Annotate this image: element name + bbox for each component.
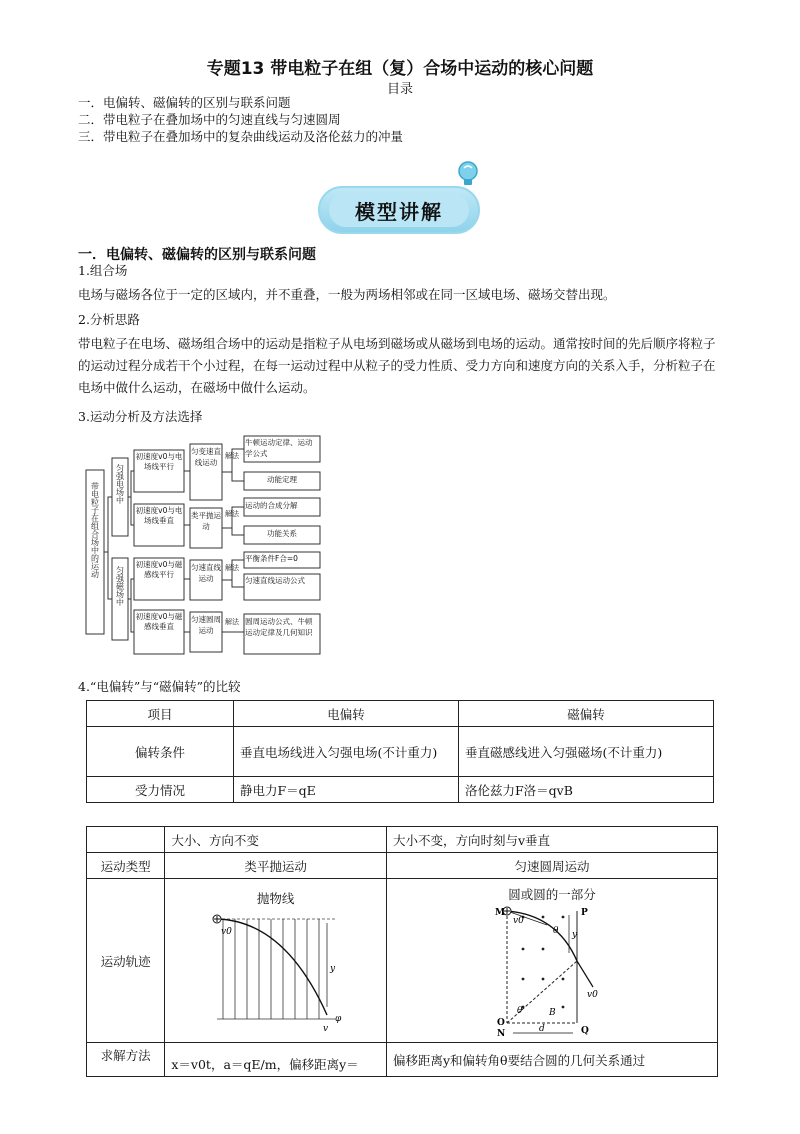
doc-title: 专题13 带电粒子在组（复）合场中运动的核心问题 [206, 59, 594, 79]
label-P: P [581, 908, 588, 918]
table-cell: 垂直电场线进入匀强电场(不计重力) [234, 727, 459, 777]
table-cell: x＝v0t，a＝qE/m，偏移距离y＝ [165, 1043, 387, 1077]
table-cell: 类平抛运动 [165, 853, 387, 879]
table-row-label: 偏转条件 [87, 727, 234, 777]
label-M: M [495, 908, 505, 918]
label-v0: v0 [587, 990, 598, 1000]
flow-motion-3: 匀速直线运动 [191, 563, 221, 583]
label-O: O [497, 1018, 505, 1028]
sub-heading: 2.分析思路 [78, 312, 140, 327]
table-cell [87, 827, 165, 853]
flow-solve-label: 解法 [225, 452, 239, 460]
label-v0: v0 [221, 927, 233, 937]
flow-result-4: 圆周运动公式、牛顿运动定律及几何知识 [245, 617, 313, 637]
label-B: B [549, 1008, 556, 1018]
table-header: 磁偏转 [459, 701, 714, 727]
label-y: y [330, 964, 336, 974]
toc-heading: 目录 [386, 82, 413, 97]
flow-cond-1: 初速度v0与电场线平行 [135, 452, 183, 471]
table-row-label: 求解方法 [87, 1043, 165, 1077]
section-banner [318, 186, 480, 234]
compare-table-1 [86, 700, 714, 803]
banner-label: 模型讲解 [329, 193, 469, 227]
table-cell: 垂直磁感线进入匀强磁场(不计重力) [459, 727, 714, 777]
flow-result-1a: 牛顿运动定律、运动学公式 [245, 438, 313, 458]
toc-item[interactable]: 三．带电粒子在叠加场中的复杂曲线运动及洛伦兹力的冲量 [78, 129, 404, 144]
table-cell: 偏移距离y和偏转角θ要结合圆的几何关系通过 [387, 1043, 718, 1077]
flow-motion-1: 匀变速直线运动 [191, 447, 221, 467]
trajectory-caption: 抛物线 [256, 891, 295, 906]
flow-efield: 匀强电场中 [115, 464, 125, 504]
label-theta: θ [553, 926, 559, 936]
flow-cond-2: 初速度v0与电场线垂直 [135, 506, 183, 525]
label-N: N [497, 1029, 506, 1039]
table-header: 项目 [87, 701, 234, 727]
compare-table-2 [86, 826, 718, 1077]
table-cell: 静电力F＝qE [234, 777, 459, 803]
flow-solve-label: 解法 [225, 618, 239, 626]
table-row-label: 运动类型 [87, 853, 165, 879]
trajectory-caption: 圆或圆的一部分 [508, 887, 596, 902]
label-Q: Q [581, 1026, 589, 1036]
table-cell: 匀速圆周运动 [387, 853, 718, 879]
flow-root: 带电粒子在组合场中的运动 [90, 482, 100, 578]
flow-result-3b: 匀速直线运动公式 [245, 576, 305, 585]
sub-heading: 1.组合场 [78, 263, 128, 278]
paragraph: 带电粒子在电场、磁场组合场中的运动是指粒子从电场到磁场或从磁场到电场的运动。通常按时间的先后顺序将粒子的运动过程分成若干个小过程，在每一运动过程中从粒子的受力性质、受力方向和速度方向的关系入手，分析粒子在电场中做什么运动，在磁场中做什么运动。 [78, 336, 716, 395]
parabola-diagram [165, 907, 377, 1035]
sub-heading: 4.“电偏转”与“磁偏转”的比较 [78, 679, 241, 694]
table-cell: 大小、方向不变 [165, 827, 387, 853]
method-flowchart [84, 428, 324, 668]
toc-item[interactable]: 一．电偏转、磁偏转的区别与联系问题 [78, 95, 291, 110]
circle-arc-diagram [387, 903, 717, 1039]
label-d: d [539, 1024, 545, 1034]
sub-heading: 3.运动分析及方法选择 [78, 409, 203, 424]
flow-solve-label: 解法 [225, 510, 239, 518]
flow-result-2a: 运动的合成分解 [245, 501, 298, 510]
flow-cond-3: 初速度v0与磁感线平行 [135, 560, 183, 579]
section-heading: 一．电偏转、磁偏转的区别与联系问题 [78, 247, 316, 263]
label-v0: v0 [513, 916, 524, 926]
label-v: v [323, 1024, 329, 1034]
table-row-label: 运动轨迹 [87, 879, 165, 1043]
toc [78, 94, 403, 145]
trajectory-cell-magnetic [387, 879, 718, 1043]
flow-result-2b: 功能关系 [267, 529, 297, 538]
table-cell: 大小不变，方向时刻与v垂直 [387, 827, 718, 853]
flow-motion-4: 匀速圆周运动 [191, 615, 221, 635]
flow-bfield: 匀强磁场中 [115, 566, 125, 606]
paragraph: 电场与磁场各位于一定的区域内，并不重叠，一般为两场相邻或在同一区域电场、磁场交替出现。 [78, 287, 616, 302]
flow-solve-label: 解法 [225, 564, 239, 572]
flow-motion-2: 类平抛运动 [191, 511, 221, 531]
flow-result-1b: 动能定理 [267, 475, 297, 484]
label-theta: θ [517, 1006, 523, 1016]
label-phi: φ [335, 1014, 342, 1024]
table-row-label: 受力情况 [87, 777, 234, 803]
flow-cond-4: 初速度v0与磁感线垂直 [135, 612, 183, 631]
flow-result-3a: 平衡条件F合=0 [245, 554, 298, 563]
label-y: y [572, 930, 578, 940]
table-cell: 洛伦兹力F洛＝qvB [459, 777, 714, 803]
toc-item[interactable]: 二．带电粒子在叠加场中的匀速直线与匀速圆周 [78, 112, 341, 127]
trajectory-cell-electric [165, 879, 387, 1043]
table-header: 电偏转 [234, 701, 459, 727]
